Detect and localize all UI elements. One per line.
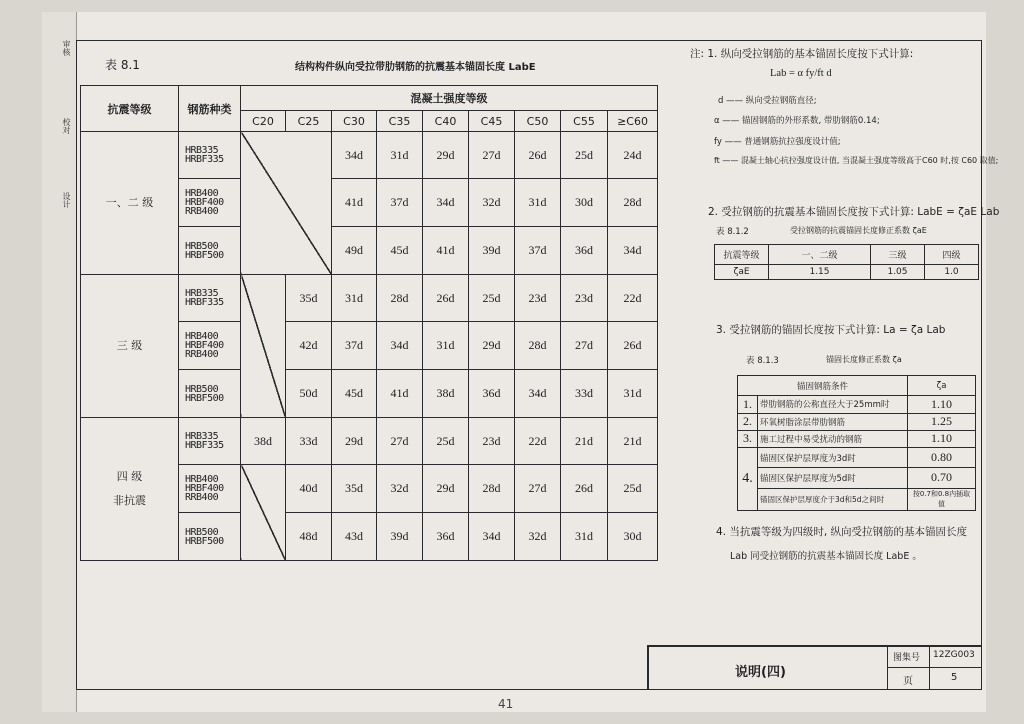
rebar-type-cell: HRB500 HRBF500: [179, 227, 241, 275]
header-concrete-grade: 混凝土强度等级: [241, 86, 658, 111]
anchorage-value-cell: 36d: [561, 227, 608, 275]
anchorage-value-cell: 25d: [608, 465, 658, 513]
t3-head-condition: 锚固钢筋条件: [738, 376, 908, 396]
anchorage-value-cell: 28d: [469, 465, 515, 513]
t3-sub-value: 0.80: [908, 448, 976, 468]
table-8-1-2-label: 表 8.1.2: [716, 227, 749, 237]
binding-strip: [42, 12, 77, 712]
seismic-level-cell: 三 级: [81, 275, 179, 418]
t3-group-no: 4.: [738, 448, 758, 511]
header-grade: C45: [469, 111, 515, 132]
anchorage-value-cell: 23d: [515, 275, 561, 322]
anchorage-value-cell: 29d: [423, 132, 469, 179]
atlas-label: 图集号: [893, 653, 921, 663]
anchorage-value-cell: 39d: [469, 227, 515, 275]
header-grade: C35: [377, 111, 423, 132]
anchorage-value-cell: 48d: [286, 513, 332, 561]
t3-sub-value: 0.70: [908, 468, 976, 488]
drawing-title: 说明(四): [735, 665, 786, 680]
not-applicable-cell: [241, 465, 286, 561]
t3-row-value: 1.25: [908, 413, 976, 430]
anchorage-value-cell: 31d: [608, 370, 658, 418]
anchorage-value-cell: 34d: [469, 513, 515, 561]
header-grade: C40: [423, 111, 469, 132]
note-2-title: 2. 受拉钢筋的抗震基本锚固长度按下式计算: LabE = ζaE Lab: [708, 206, 1000, 218]
rebar-type-cell: HRB335 HRBF335: [179, 275, 241, 322]
not-applicable-cell: [241, 132, 332, 275]
anchorage-value-cell: 27d: [561, 322, 608, 370]
anchorage-value-cell: 25d: [561, 132, 608, 179]
rebar-type-cell: HRB335 HRBF335: [179, 418, 241, 465]
anchorage-value-cell: 41d: [423, 227, 469, 275]
strip-label-design: 设计: [62, 192, 71, 208]
t2-val-4: 1.0: [925, 264, 979, 279]
header-grade: C30: [332, 111, 377, 132]
anchorage-value-cell: 22d: [608, 275, 658, 322]
anchorage-value-cell: 36d: [469, 370, 515, 418]
anchorage-value-cell: 35d: [286, 275, 332, 322]
anchorage-value-cell: 33d: [286, 418, 332, 465]
anchorage-value-cell: 43d: [332, 513, 377, 561]
t2-val-12: 1.15: [769, 264, 871, 279]
rebar-type-cell: HRB335 HRBF335: [179, 132, 241, 179]
anchorage-value-cell: 42d: [286, 322, 332, 370]
anchorage-value-cell: 34d: [608, 227, 658, 275]
rebar-type-cell: HRB400 HRBF400 RRB400: [179, 179, 241, 227]
note-1-title: 注: 1. 纵向受拉钢筋的基本锚固长度按下式计算:: [690, 48, 914, 60]
header-grade: C20: [241, 111, 286, 132]
anchorage-value-cell: 28d: [515, 322, 561, 370]
header-grade: ≥C60: [608, 111, 658, 132]
anchorage-value-cell: 29d: [332, 418, 377, 465]
anchorage-factor-table: [737, 375, 976, 511]
note-4-line1: 4. 当抗震等级为四级时, 纵向受拉钢筋的基本锚固长度: [716, 526, 968, 538]
note-1-d: d —— 纵向受拉钢筋直径;: [718, 96, 817, 106]
t3-row-value: 1.10: [908, 430, 976, 447]
rebar-type-cell: HRB500 HRBF500: [179, 370, 241, 418]
strip-label-check: 校对: [62, 118, 71, 134]
anchorage-value-cell: 27d: [469, 132, 515, 179]
anchorage-value-cell: 27d: [515, 465, 561, 513]
anchorage-value-cell: 45d: [332, 370, 377, 418]
note-1-formula: Lab = α fy/ft d: [770, 68, 832, 79]
anchorage-value-cell: 37d: [377, 179, 423, 227]
rebar-type-cell: HRB400 HRBF400 RRB400: [179, 465, 241, 513]
anchorage-value-cell: 38d: [423, 370, 469, 418]
page-label: 页: [903, 676, 913, 687]
t2-head-12: 一、二级: [769, 245, 871, 265]
anchorage-value-cell: 26d: [515, 132, 561, 179]
header-grade: C55: [561, 111, 608, 132]
anchorage-length-table: [80, 85, 658, 561]
t3-row-no: 2.: [738, 413, 758, 430]
t3-row-value: 1.10: [908, 396, 976, 413]
t3-row-condition: 施工过程中易受扰动的钢筋: [758, 430, 908, 447]
anchorage-value-cell: 26d: [561, 465, 608, 513]
title-block: [647, 645, 982, 690]
seismic-factor-table: [714, 244, 979, 280]
header-rebar-type: 钢筋种类: [179, 86, 241, 132]
anchorage-value-cell: 29d: [423, 465, 469, 513]
anchorage-value-cell: 31d: [332, 275, 377, 322]
table-8-1-3-label: 表 8.1.3: [746, 356, 779, 366]
anchorage-value-cell: 32d: [515, 513, 561, 561]
note-1-fy: fy —— 普通钢筋抗拉强度设计值;: [714, 137, 841, 147]
note-4-line2: Lab 同受拉钢筋的抗震基本锚固长度 LabE 。: [730, 551, 922, 562]
anchorage-value-cell: 21d: [608, 418, 658, 465]
anchorage-value-cell: 37d: [515, 227, 561, 275]
t3-row-no: 1.: [738, 396, 758, 413]
anchorage-value-cell: 23d: [561, 275, 608, 322]
anchorage-value-cell: 31d: [377, 132, 423, 179]
anchorage-value-cell: 32d: [469, 179, 515, 227]
anchorage-value-cell: 27d: [377, 418, 423, 465]
anchorage-value-cell: 23d: [469, 418, 515, 465]
note-1-alpha: α —— 锚固钢筋的外形系数, 带肋钢筋0.14;: [714, 116, 880, 126]
t3-row-condition: 环氧树脂涂层带肋钢筋: [758, 413, 908, 430]
page-in-atlas: 5: [951, 672, 958, 683]
t2-head-3: 三级: [871, 245, 925, 265]
note-3-title: 3. 受拉钢筋的锚固长度按下式计算: La = ζa Lab: [716, 324, 946, 336]
anchorage-value-cell: 26d: [608, 322, 658, 370]
atlas-number: 12ZG003: [933, 650, 975, 660]
note-1-ft: ft —— 混凝土轴心抗拉强度设计值, 当混凝土强度等级高于C60 时,按 C60 取值;: [714, 156, 999, 165]
anchorage-value-cell: 29d: [469, 322, 515, 370]
anchorage-value-cell: 39d: [377, 513, 423, 561]
anchorage-value-cell: 34d: [515, 370, 561, 418]
anchorage-value-cell: 36d: [423, 513, 469, 561]
t3-sub-condition: 锚固区保护层厚度为3d时: [758, 448, 908, 468]
anchorage-value-cell: 49d: [332, 227, 377, 275]
rebar-type-cell: HRB500 HRBF500: [179, 513, 241, 561]
t3-row-no: 3.: [738, 430, 758, 447]
anchorage-value-cell: 25d: [423, 418, 469, 465]
header-seismic-level: 抗震等级: [81, 86, 179, 132]
not-applicable-cell: [241, 275, 286, 418]
anchorage-value-cell: 37d: [332, 322, 377, 370]
header-grade: C25: [286, 111, 332, 132]
anchorage-value-cell: 35d: [332, 465, 377, 513]
t2-head-level: 抗震等级: [715, 245, 769, 265]
anchorage-value-cell: 40d: [286, 465, 332, 513]
anchorage-value-cell: 28d: [608, 179, 658, 227]
anchorage-value-cell: 34d: [423, 179, 469, 227]
t3-sub-condition: 锚固区保护层厚度介于3d和5d之间时: [758, 488, 908, 510]
anchorage-value-cell: 30d: [608, 513, 658, 561]
anchorage-value-cell: 22d: [515, 418, 561, 465]
anchorage-value-cell: 41d: [332, 179, 377, 227]
seismic-level-cell: 一、二 级: [81, 132, 179, 275]
anchorage-value-cell: 31d: [423, 322, 469, 370]
book-page-number: 41: [498, 697, 514, 711]
anchorage-value-cell: 28d: [377, 275, 423, 322]
seismic-level-cell: 四 级 非抗震: [81, 418, 179, 561]
anchorage-value-cell: 38d: [241, 418, 286, 465]
anchorage-value-cell: 34d: [377, 322, 423, 370]
anchorage-value-cell: 45d: [377, 227, 423, 275]
header-grade: C50: [515, 111, 561, 132]
strip-label-review: 审核: [62, 40, 71, 56]
anchorage-value-cell: 26d: [423, 275, 469, 322]
t3-sub-value: 按0.7和0.8内插取值: [908, 488, 976, 510]
t3-row-condition: 带肋钢筋的公称直径大于25mm时: [758, 396, 908, 413]
rebar-type-cell: HRB400 HRBF400 RRB400: [179, 322, 241, 370]
anchorage-value-cell: 31d: [561, 513, 608, 561]
anchorage-value-cell: 21d: [561, 418, 608, 465]
anchorage-value-cell: 50d: [286, 370, 332, 418]
anchorage-value-cell: 25d: [469, 275, 515, 322]
t2-symbol: ζaE: [715, 264, 769, 279]
table-label: 表 8.1: [105, 58, 140, 72]
t2-val-3: 1.05: [871, 264, 925, 279]
anchorage-value-cell: 32d: [377, 465, 423, 513]
anchorage-value-cell: 30d: [561, 179, 608, 227]
anchorage-value-cell: 31d: [515, 179, 561, 227]
anchorage-value-cell: 33d: [561, 370, 608, 418]
t3-sub-condition: 锚固区保护层厚度为5d时: [758, 468, 908, 488]
anchorage-value-cell: 34d: [332, 132, 377, 179]
anchorage-value-cell: 24d: [608, 132, 658, 179]
t3-head-factor: ζa: [908, 376, 976, 396]
table-8-1-3-title: 锚固长度修正系数 ζa: [826, 355, 902, 364]
t2-head-4: 四级: [925, 245, 979, 265]
table-8-1-2-title: 受拉钢筋的抗震锚固长度修正系数 ζaE: [790, 226, 927, 235]
anchorage-value-cell: 41d: [377, 370, 423, 418]
table-title: 结构构件纵向受拉带肋钢筋的抗震基本锚固长度 LabE: [295, 62, 536, 73]
